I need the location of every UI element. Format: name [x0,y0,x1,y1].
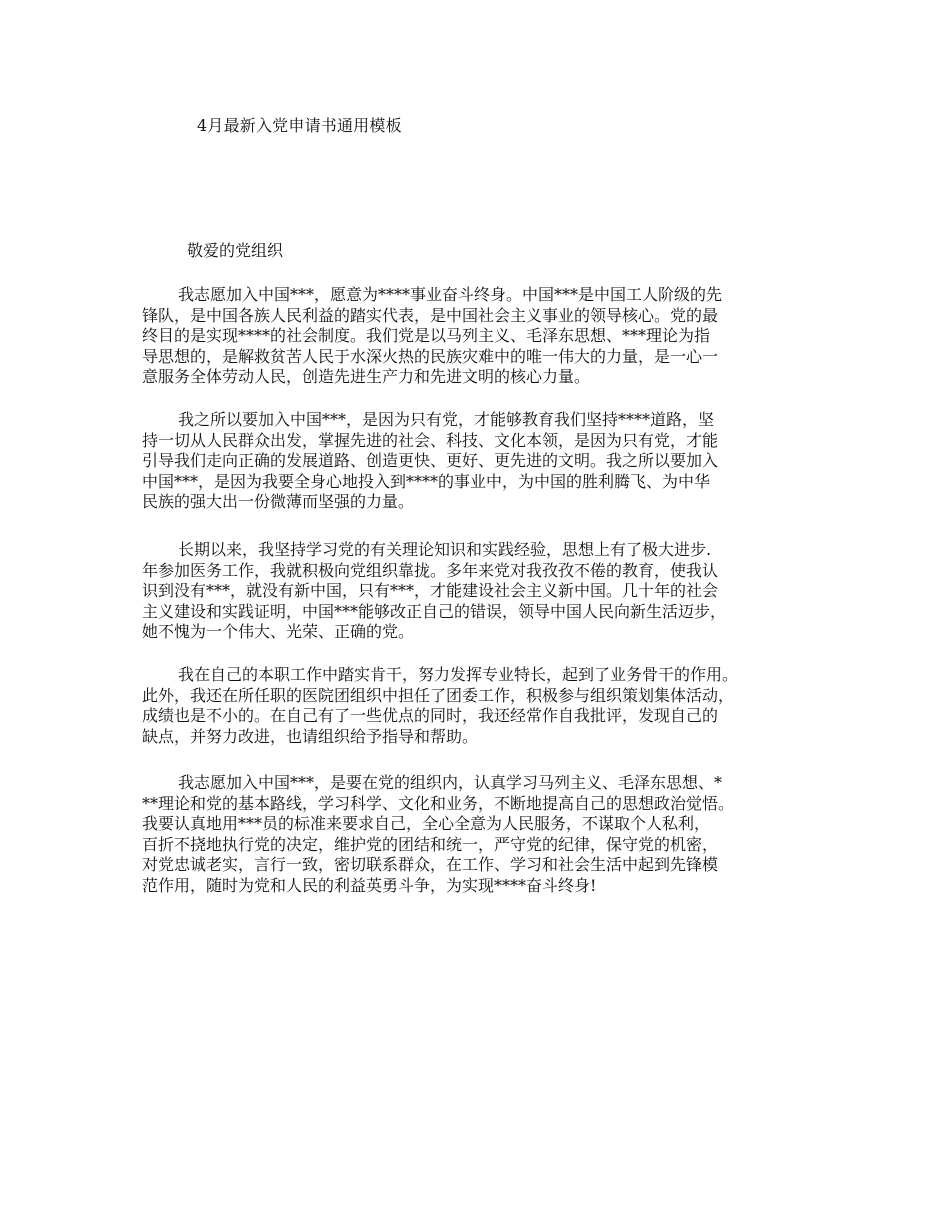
salutation: 敬爱的党组织 [187,241,284,260]
paragraph-line: 我志愿加入中国***，是要在党的组织内，认真学习马列主义、毛泽东思想、* [178,773,723,792]
paragraph-line: 范作用，随时为党和人民的利益英勇斗争，为实现****奋斗终身! [142,875,597,895]
paragraph-line: 对党忠诚老实，言行一致，密切联系群众，在工作、学习和社会生活中起到先锋模 [142,855,719,874]
paragraph-line: 意服务全体劳动人民，创造先进生产力和先进文明的核心力量。 [142,367,591,386]
paragraph-line: 她不愧为一个伟大、光荣、正确的党。 [142,622,415,641]
body-paragraph [142,665,822,747]
paragraph-line: 我志愿加入中国***，愿意为****事业奋斗终身。中国***是中国工人阶级的先 [178,285,723,304]
paragraph-line: 锋队，是中国各族人民利益的踏实代表，是中国社会主义事业的领导核心。党的最 [142,305,719,325]
paragraph-line: 中国***，是因为我要全身心地投入到****的事业中，为中国的胜利腾飞、为中华 [142,471,711,491]
paragraph-line: 我要认真地用***员的标准来要求自己，全心全意为人民服务，不谋取个人私利， [142,814,711,833]
paragraph-line: 主义建设和实践证明，中国***能够改正自己的错误，领导中国人民向新生活迈步， [142,601,727,621]
paragraph-line: 缺点，并努力改进，也请组织给予指导和帮助。 [142,726,479,746]
paragraph-line: 导思想的，是解救贫苦人民于水深火热的民族灾难中的唯一伟大的力量，是一心一 [142,346,719,366]
paragraph-line: **理论和党的基本路线，学习科学、文化和业务，不断地提高自己的思想政治觉悟。 [142,793,735,813]
paragraph-line: 终目的是实现****的社会制度。我们党是以马列主义、毛泽东思想、***理论为指 [142,326,711,345]
paragraph-line: 我之所以要加入中国***，是因为只有党，才能够教育我们坚持****道路，坚 [178,410,715,429]
body-paragraph [142,773,822,896]
paragraph-line: 长期以来，我坚持学习党的有关理论知识和实践经验，思想上有了极大进步. [178,540,712,559]
body-paragraph [142,540,822,643]
paragraph-line: 持一切从人民群众出发，掌握先进的社会、科技、文化本领，是因为只有党，才能 [142,430,719,450]
paragraph-line: 百折不挠地执行党的决定，维护党的团结和统一，严守党的纪律，保守党的机密， [142,834,719,854]
paragraph-line: 成绩也是不小的。在自己有了一些优点的同时，我还经常作自我批评，发现自己的 [142,706,719,725]
paragraph-line: 此外，我还在所任职的医院团组织中担任了团委工作，积极参与组织策划集体活动， [142,685,735,705]
paragraph-line: 引导我们走向正确的发展道路、创造更快、更好、更先进的文明。我之所以要加入 [142,451,719,470]
body-paragraph [142,410,822,513]
paragraph-line: 识到没有***，就没有新中国，只有***，才能建设社会主义新中国。几十年的社会 [142,581,719,600]
paragraph-line: 民族的强大出一份微薄而坚强的力量。 [142,492,415,511]
paragraph-line: 年参加医务工作，我就积极向党组织靠拢。多年来党对我孜孜不倦的教育，使我认 [142,560,719,580]
document-title: 4月最新入党申请书通用模板 [197,116,402,135]
body-paragraph [142,285,822,388]
paragraph-line: 我在自己的本职工作中踏实肯干，努力发挥专业特长，起到了业务骨干的作用。 [178,665,739,684]
